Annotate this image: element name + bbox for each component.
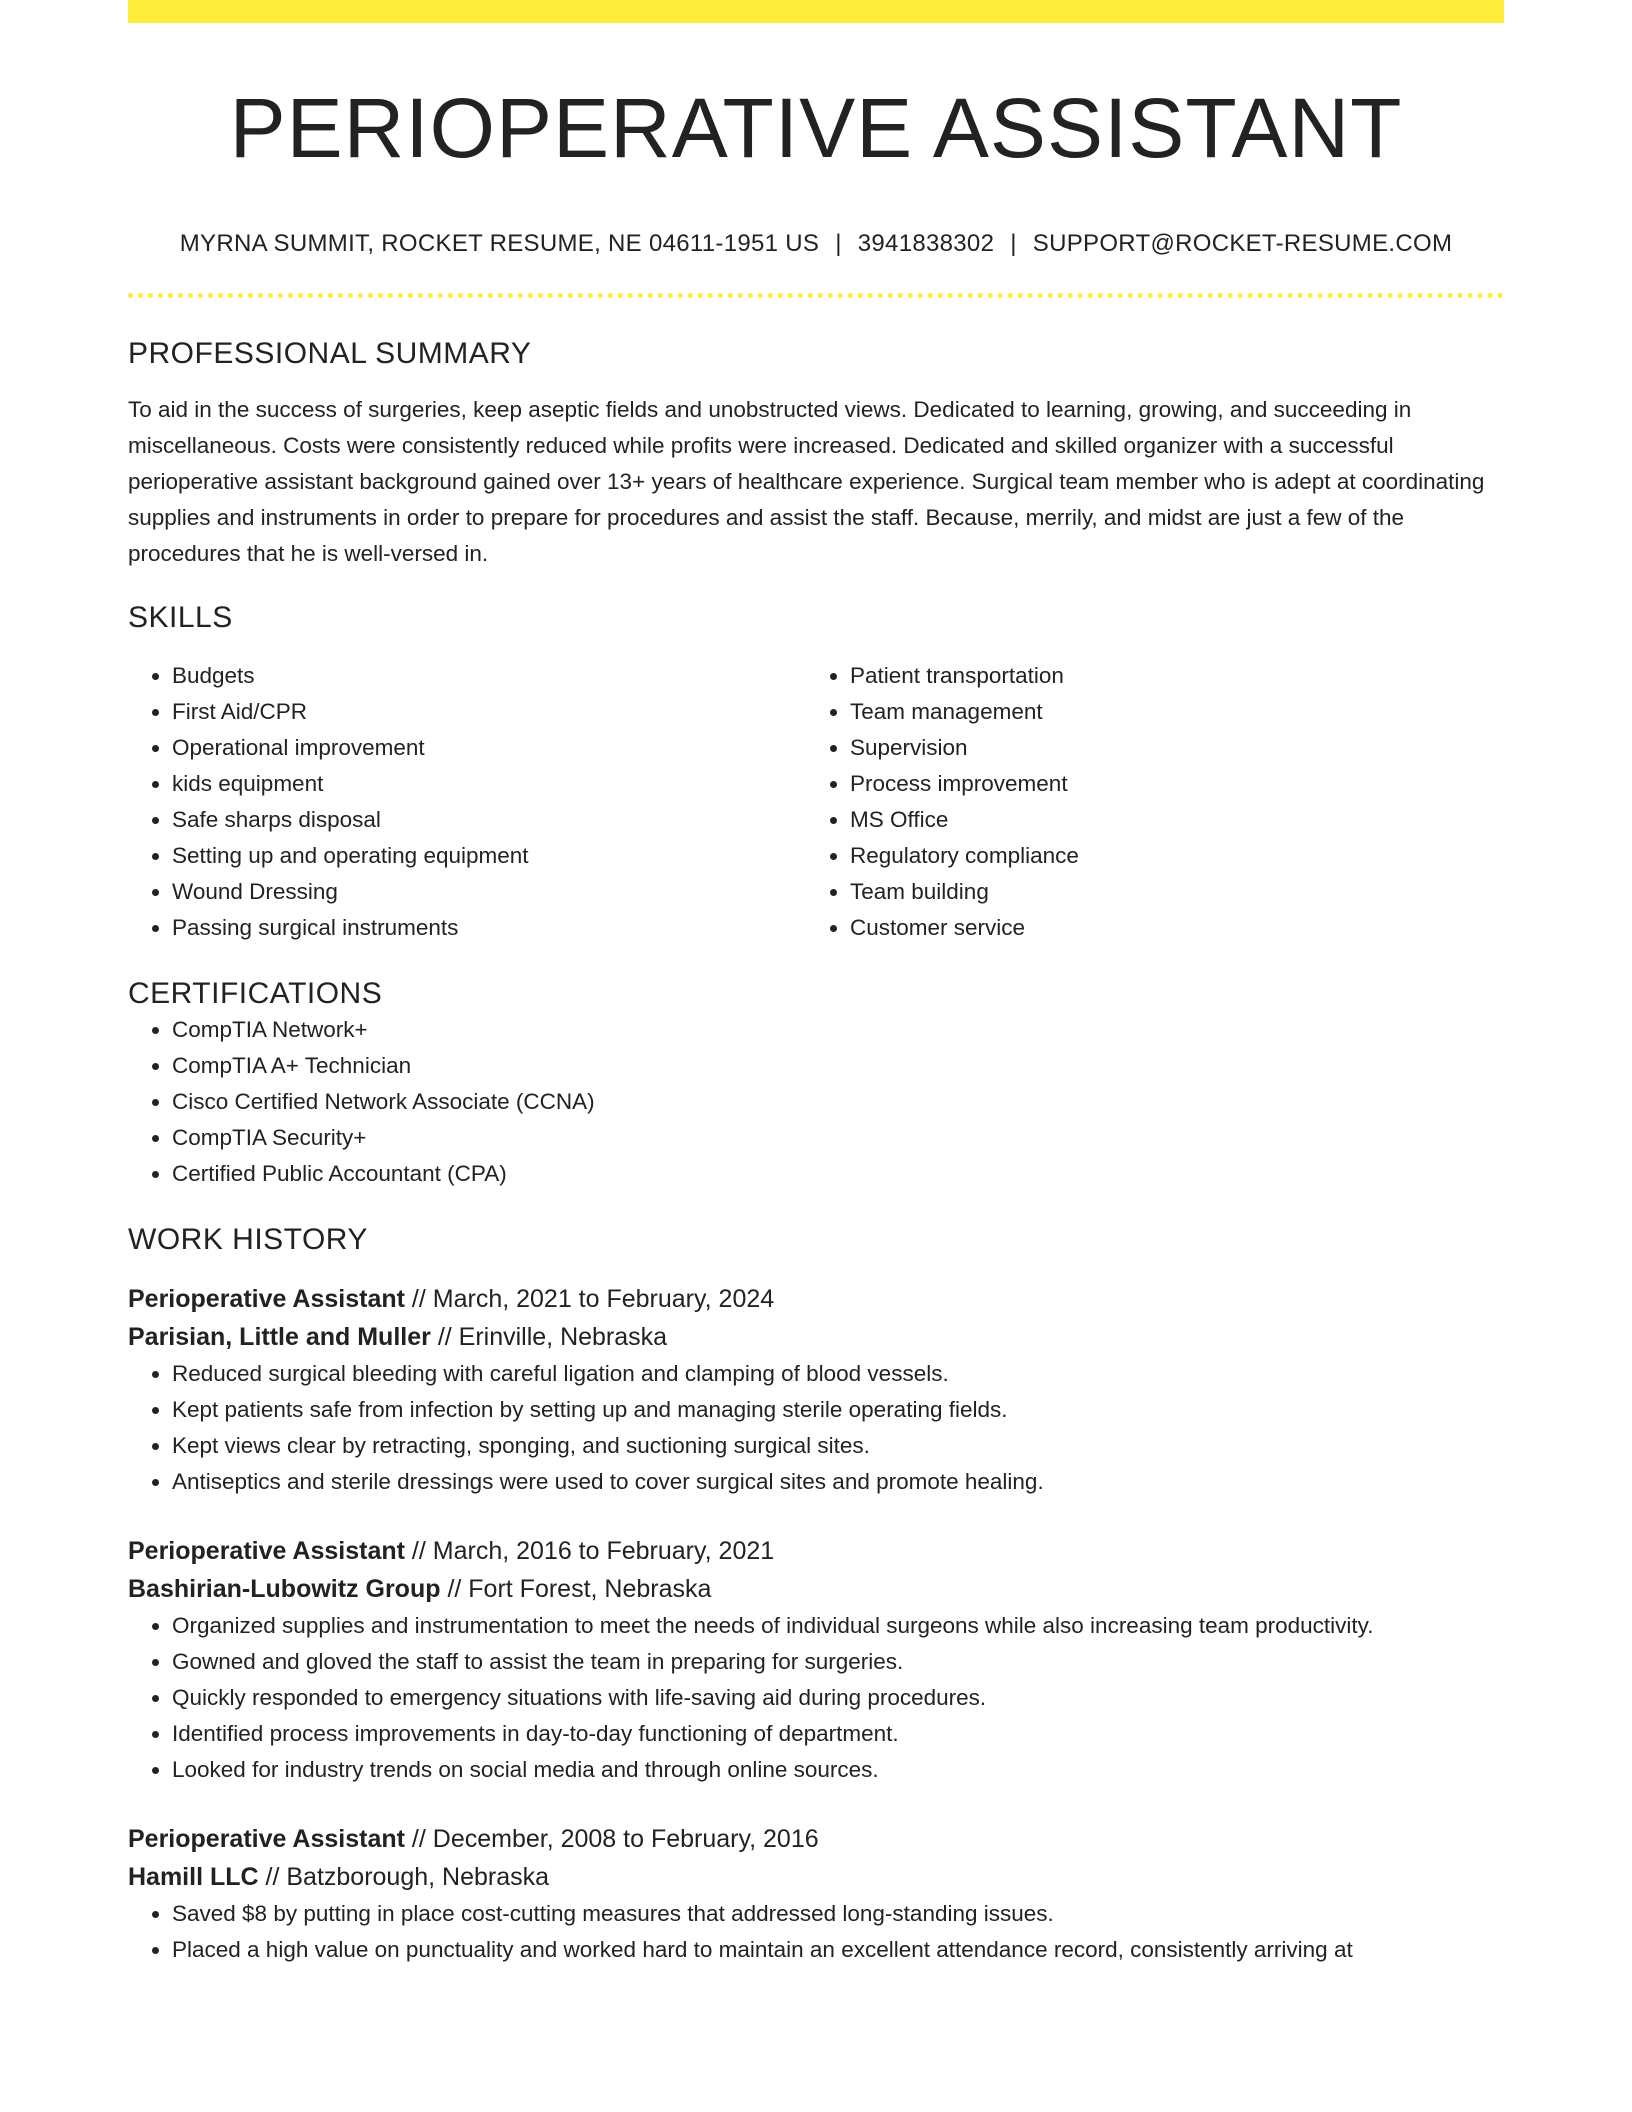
certifications-section bbox=[128, 976, 1504, 1192]
job-dates: // December, 2008 to February, 2016 bbox=[411, 1825, 819, 1853]
section-heading: WORK HISTORY bbox=[128, 1223, 368, 1256]
skills-column-right bbox=[806, 658, 1484, 946]
summary-text: To aid in the success of surgeries, keep aseptic fields and unobstructed views. Dedicated to learning, growing, and succeeding in miscellaneous. Costs were consistently reduced while profits were increased. Dedicated and skilled organizer with a successful perioperative assistant background gained over 13+ years of healthcare experience. Surgical team member who is adept at coordinating supplies and instruments in order to prepare for procedures and assist the staff. Because, merrily, and midst are just a few of the procedures that he is well-versed in. bbox=[128, 397, 1485, 566]
job-duties-list bbox=[128, 1608, 1504, 1788]
job-company-line bbox=[128, 1570, 1504, 1608]
skill-item: • Team building bbox=[850, 874, 1484, 910]
skills-column-left bbox=[128, 658, 806, 946]
accent-bar bbox=[128, 0, 1504, 23]
page-title: PERIOPERATIVE ASSISTANT bbox=[229, 81, 1403, 175]
skill-item: • Wound Dressing bbox=[172, 874, 806, 910]
job-entry bbox=[128, 1532, 1504, 1788]
skill-item: • Passing surgical instruments bbox=[172, 910, 806, 946]
contact-phone: 3941838302 bbox=[857, 230, 995, 257]
contact-email: SUPPORT@ROCKET-RESUME.COM bbox=[1032, 230, 1453, 257]
dotted-divider bbox=[128, 293, 1504, 298]
job-location: // Erinville, Nebraska bbox=[437, 1323, 668, 1351]
job-dates: // March, 2021 to February, 2024 bbox=[411, 1285, 775, 1313]
skill-item: • Patient transportation bbox=[850, 658, 1484, 694]
skill-item: • kids equipment bbox=[172, 766, 806, 802]
job-dates: // March, 2016 to February, 2021 bbox=[411, 1537, 775, 1565]
resume-page bbox=[128, 0, 1504, 1968]
certifications-list bbox=[128, 1012, 1504, 1192]
skills-section bbox=[128, 600, 1504, 946]
certification-item: • CompTIA A+ Technician bbox=[172, 1048, 1504, 1084]
skill-item: • Setting up and operating equipment bbox=[172, 838, 806, 874]
professional-summary-section bbox=[128, 336, 1504, 572]
contact-separator: | bbox=[835, 230, 842, 257]
job-role: Perioperative Assistant bbox=[128, 1825, 405, 1853]
job-location: // Batzborough, Nebraska bbox=[265, 1863, 550, 1891]
skills-list-right bbox=[806, 658, 1484, 946]
contact-line bbox=[128, 229, 1504, 259]
job-duty: • Reduced surgical bleeding with careful ligation and clamping of blood vessels. bbox=[172, 1356, 1504, 1392]
certification-item: • CompTIA Security+ bbox=[172, 1120, 1504, 1156]
skill-item: • Supervision bbox=[850, 730, 1484, 766]
job-duty: • Kept views clear by retracting, sponging, and suctioning surgical sites. bbox=[172, 1428, 1504, 1464]
job-title-line bbox=[128, 1532, 1504, 1570]
job-duty: • Looked for industry trends on social media and through online sources. bbox=[172, 1752, 1504, 1788]
skill-item: • Process improvement bbox=[850, 766, 1484, 802]
contact-separator: | bbox=[1010, 230, 1017, 257]
job-company-line bbox=[128, 1858, 1504, 1896]
job-company: Hamill LLC bbox=[128, 1863, 259, 1891]
skill-item: • Team management bbox=[850, 694, 1484, 730]
skill-item: • Safe sharps disposal bbox=[172, 802, 806, 838]
skill-item: • MS Office bbox=[850, 802, 1484, 838]
skill-item: • Budgets bbox=[172, 658, 806, 694]
contact-address: MYRNA SUMMIT, ROCKET RESUME, NE 04611-1951 US bbox=[179, 230, 820, 257]
job-entry bbox=[128, 1820, 1504, 1968]
skill-item: • Regulatory compliance bbox=[850, 838, 1484, 874]
job-duty: • Gowned and gloved the staff to assist the team in preparing for surgeries. bbox=[172, 1644, 1504, 1680]
job-duty: • Organized supplies and instrumentation to meet the needs of individual surgeons while also increasing team productivity. bbox=[172, 1608, 1504, 1644]
job-company: Parisian, Little and Muller bbox=[128, 1323, 431, 1351]
skill-item: • Operational improvement bbox=[172, 730, 806, 766]
job-company: Bashirian-Lubowitz Group bbox=[128, 1575, 441, 1603]
skills-columns bbox=[128, 658, 1504, 946]
section-heading: CERTIFICATIONS bbox=[128, 977, 383, 1010]
certification-item: • CompTIA Network+ bbox=[172, 1012, 1504, 1048]
section-heading: PROFESSIONAL SUMMARY bbox=[128, 337, 532, 370]
job-duty: • Identified process improvements in day-to-day functioning of department. bbox=[172, 1716, 1504, 1752]
job-duty: • Quickly responded to emergency situations with life-saving aid during procedures. bbox=[172, 1680, 1504, 1716]
job-duty: • Saved $8 by putting in place cost-cutting measures that addressed long-standing issues. bbox=[172, 1896, 1504, 1932]
job-duty: • Placed a high value on punctuality and worked hard to maintain an excellent attendance record, consistently arriving at bbox=[172, 1932, 1504, 1968]
skill-item: • Customer service bbox=[850, 910, 1484, 946]
job-location: // Fort Forest, Nebraska bbox=[447, 1575, 712, 1603]
job-role: Perioperative Assistant bbox=[128, 1285, 405, 1313]
job-duties-list bbox=[128, 1356, 1504, 1500]
skill-item: • First Aid/CPR bbox=[172, 694, 806, 730]
job-entry bbox=[128, 1280, 1504, 1500]
work-history-section bbox=[128, 1222, 1504, 1968]
job-duty: • Kept patients safe from infection by setting up and managing sterile operating fields. bbox=[172, 1392, 1504, 1428]
certification-item: • Certified Public Accountant (CPA) bbox=[172, 1156, 1504, 1192]
section-heading: SKILLS bbox=[128, 601, 233, 634]
job-title-line bbox=[128, 1820, 1504, 1858]
job-duties-list bbox=[128, 1896, 1504, 1968]
certification-item: • Cisco Certified Network Associate (CCNA) bbox=[172, 1084, 1504, 1120]
job-role: Perioperative Assistant bbox=[128, 1537, 405, 1565]
job-duty: • Antiseptics and sterile dressings were used to cover surgical sites and promote healing. bbox=[172, 1464, 1504, 1500]
job-company-line bbox=[128, 1318, 1504, 1356]
skills-list-left bbox=[128, 658, 806, 946]
job-title-line bbox=[128, 1280, 1504, 1318]
